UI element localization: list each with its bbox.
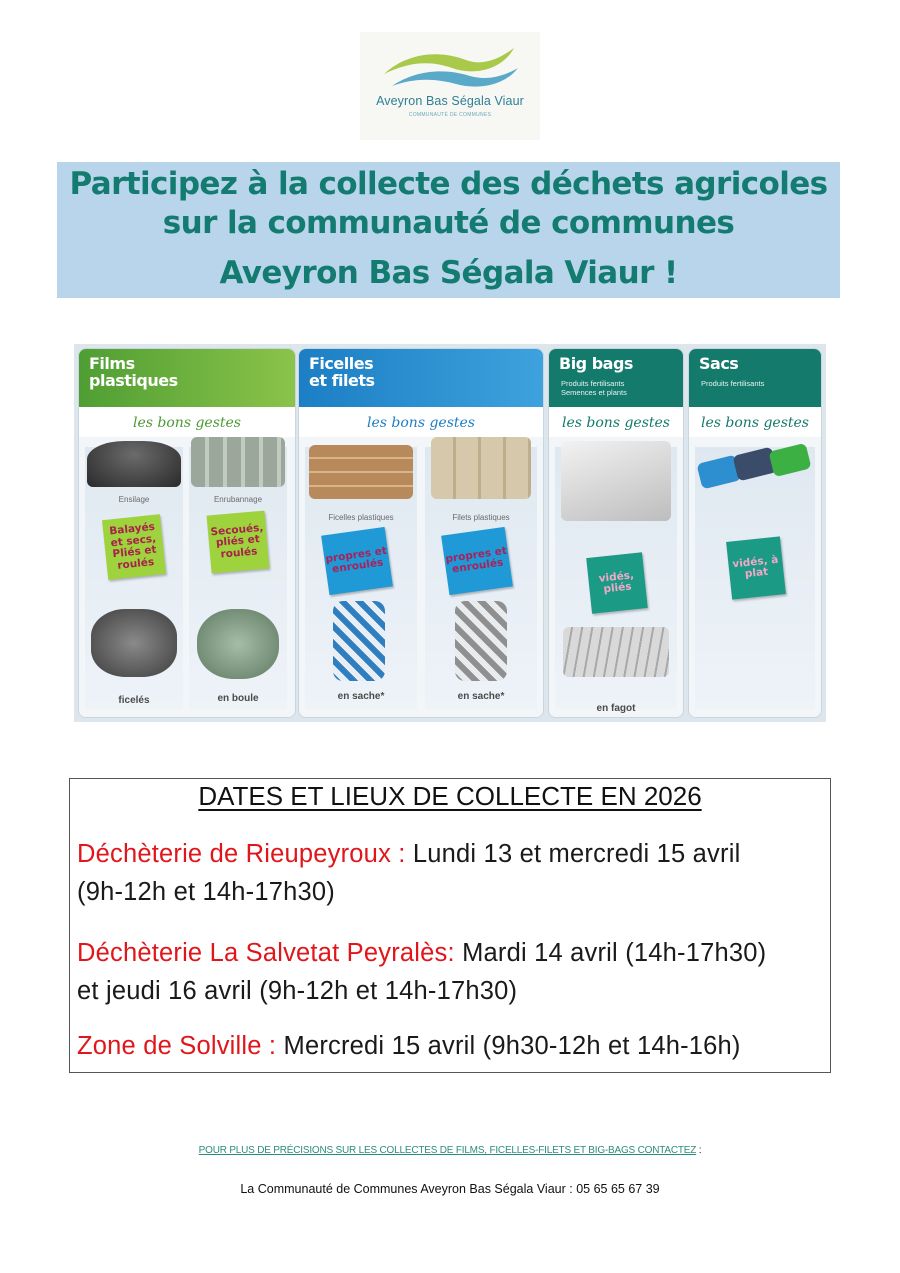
gestes-label: les bons gestes	[133, 415, 241, 431]
place-solville: Zone de Solville :	[77, 1032, 277, 1060]
title-line-2: sur la communauté de communes	[162, 205, 735, 241]
entry-rieupeyroux	[77, 835, 827, 911]
entry-solville	[77, 1034, 827, 1058]
net-bag-photo	[455, 601, 507, 681]
more-info-line	[0, 1145, 900, 1156]
panel-title: Sacs	[699, 354, 739, 373]
ball-films-photo	[197, 609, 279, 679]
caption-filets: Filets plastiques	[452, 513, 510, 522]
panel-subtitle: Produits fertilisants	[561, 379, 625, 388]
label-ficeles: ficelés	[118, 695, 150, 706]
silage-photo	[87, 441, 181, 487]
panel-body	[299, 437, 543, 717]
dates-rieupeyroux: Lundi 13 et mercredi 15 avril	[405, 840, 741, 868]
panel-sacs	[688, 348, 822, 718]
dates-solville: Mercredi 15 avril (9h30-12h et 14h-16h)	[276, 1032, 741, 1060]
bales-photo	[191, 437, 285, 487]
title-banner	[57, 162, 840, 298]
caption-enrubannage: Enrubannage	[213, 495, 263, 504]
caption-ensilage: Ensilage	[118, 495, 150, 504]
bundled-bags-photo	[563, 627, 669, 677]
dates-heading: DATES ET LIEUX DE COLLECTE EN 2026	[198, 781, 702, 811]
note-vides-plies: vidés, pliés	[586, 552, 648, 614]
note-vides-a-plat: vidés, à plat	[726, 536, 786, 599]
note-secoues: Secoués, pliés et roulés	[207, 511, 270, 574]
panel-big-bags	[548, 348, 684, 718]
logo	[360, 32, 540, 140]
contact-line: La Communauté de Communes Aveyron Bas Ségala Viaur : 05 65 65 67 39	[240, 1182, 660, 1196]
hours-rieupeyroux: (9h-12h et 14h-17h30)	[77, 878, 335, 906]
panel-ficelles-filets	[298, 348, 544, 718]
title-line-1: Participez à la collecte des déchets agricoles	[69, 166, 828, 202]
twine-stack-photo	[309, 445, 413, 499]
label-en-sache-2: en sache*	[457, 691, 505, 702]
caption-ficelles: Ficelles plastiques	[328, 513, 394, 522]
logo-waves-icon	[378, 46, 522, 96]
panel-header	[79, 349, 295, 407]
more-info-suffix: :	[696, 1145, 702, 1156]
logo-brand-name: Aveyron Bas Ségala Viaur	[376, 94, 524, 108]
panel-title: Big bags	[559, 354, 633, 373]
panel-header	[689, 349, 821, 407]
gestes-label: les bons gestes	[562, 415, 670, 431]
big-bags-photo	[561, 441, 671, 521]
panel-header	[299, 349, 543, 407]
panel-films-plastiques	[78, 348, 296, 718]
panel-title: Ficelles	[309, 354, 374, 373]
note-propres-2: propres et enroulés	[441, 527, 513, 595]
label-en-sache-1: en sache*	[337, 691, 385, 702]
entry-la-salvetat	[77, 934, 827, 1010]
tied-films-photo	[91, 609, 177, 677]
gestes-label: les bons gestes	[701, 415, 809, 431]
dates-la-salvetat: Mardi 14 avril (14h-17h30)	[454, 939, 767, 967]
gestes-label: les bons gestes	[367, 415, 475, 431]
more-info-text: POUR PLUS DE PRÉCISIONS SUR LES COLLECTES DE FILMS, FICELLES-FILETS ET BIG-BAGS CONTACTEZ	[198, 1145, 697, 1156]
label-en-boule: en boule	[217, 693, 259, 704]
place-rieupeyroux: Déchèterie de Rieupeyroux :	[77, 840, 406, 868]
good-practices-poster	[74, 344, 826, 722]
note-propres-1: propres et enroulés	[321, 527, 393, 595]
panel-subtitle: Produits fertilisants	[701, 379, 765, 388]
place-la-salvetat: Déchèterie La Salvetat Peyralès:	[77, 939, 455, 967]
logo-subtitle: COMMUNAUTÉ DE COMMUNES	[408, 112, 492, 118]
net-rolls-photo	[431, 437, 531, 499]
panel-body	[79, 437, 295, 717]
note-balayes: Balayés et secs, Pliés et roulés	[102, 514, 166, 580]
collection-dates-box	[69, 778, 831, 1073]
panel-header	[549, 349, 683, 407]
panel-subtitle-2: Semences et plants	[561, 388, 627, 397]
panel-body	[549, 437, 683, 717]
title-line-3: Aveyron Bas Ségala Viaur !	[219, 255, 678, 291]
twine-bag-photo	[333, 601, 385, 681]
panel-title-2: plastiques	[89, 371, 178, 390]
hours-la-salvetat: et jeudi 16 avril (9h-12h et 14h-17h30)	[77, 977, 518, 1005]
panel-body	[689, 437, 821, 717]
label-en-fagot: en fagot	[596, 703, 636, 714]
panel-title: Films	[89, 354, 135, 373]
panel-title-2: et filets	[309, 371, 375, 390]
